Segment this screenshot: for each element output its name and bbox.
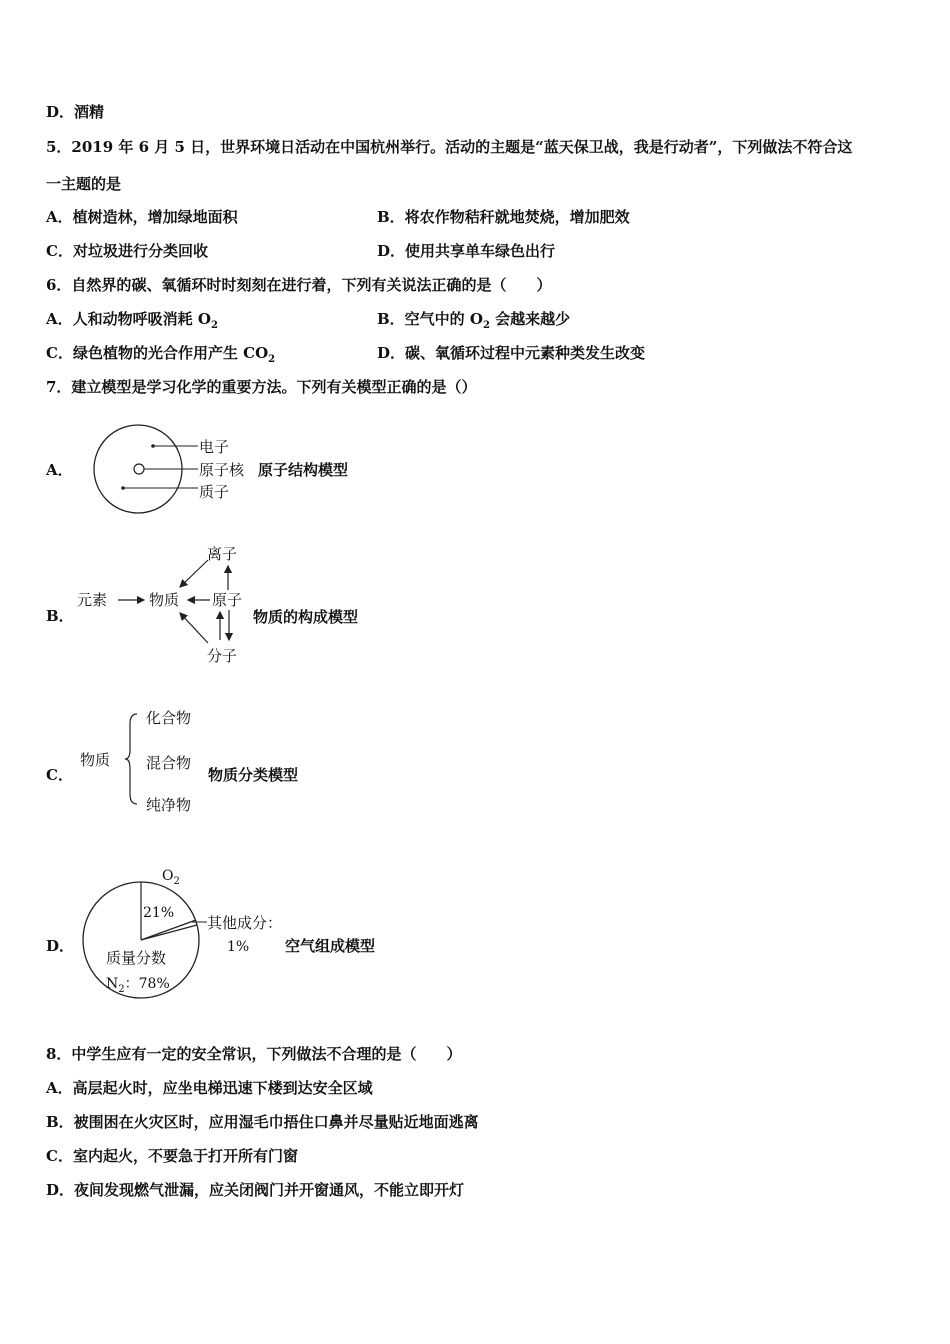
- pie-other-divider-upper: [141, 920, 196, 940]
- q4-option-d: D．酒精: [46, 103, 105, 121]
- q8-option-b: B．被围困在火灾区时，应用湿毛巾捂住口鼻并尽量贴近地面逃离: [46, 1113, 479, 1131]
- q5-stem-line2: 一主题的是: [46, 175, 122, 193]
- q7-option-c-caption: 物质分类模型: [208, 766, 299, 784]
- ion-label: 离子: [207, 545, 238, 563]
- q7-option-a-caption: 原子结构模型: [258, 461, 349, 479]
- substance-label: 物质: [149, 591, 180, 609]
- q5-option-d: D．使用共享单车绿色出行: [377, 242, 556, 260]
- classification-brace: [124, 712, 144, 806]
- element-label: 元素: [77, 591, 108, 609]
- q8-stem: 8．中学生应有一定的安全常识，下列做法不合理的是（ ）: [46, 1045, 462, 1063]
- q7-stem: 7．建立模型是学习化学的重要方法。下列有关模型正确的是（）: [46, 378, 477, 396]
- proton-label: 质子: [199, 483, 230, 501]
- other-percent: 1%: [227, 939, 250, 955]
- mass-fraction-label: 质量分数: [106, 949, 167, 967]
- q6-option-c: C．绿色植物的光合作用产生 $CO_2$: [46, 344, 276, 365]
- q7-option-b-label: B．: [46, 607, 74, 625]
- q7-option-a-label: A．: [46, 461, 73, 479]
- substance-root-label: 物质: [80, 751, 111, 769]
- o2-percent: 21%: [143, 905, 175, 921]
- pure-substance-label: 纯净物: [146, 796, 192, 814]
- q6-option-d: D．碳、氧循环过程中元素种类发生改变: [377, 344, 646, 362]
- nucleus-label: 原子核: [199, 461, 245, 479]
- q5-option-a: A．植树造林，增加绿地面积: [46, 208, 238, 226]
- q7-option-d-label: D．: [46, 937, 75, 955]
- q5-stem-line1: 5．2019 年 6 月 5 日，世界环境日活动在中国杭州举行。活动的主题是“蓝天保卫战，我是行动者”，下列做法不符合这: [46, 138, 853, 156]
- q5-option-b: B．将农作物秸秆就地焚烧，增加肥效: [377, 208, 630, 226]
- q8-option-c: C．室内起火，不要急于打开所有门窗: [46, 1147, 298, 1165]
- q7-option-c-label: C．: [46, 766, 73, 784]
- pie-other-divider-lower: [141, 925, 197, 940]
- n2-label: $N_2$：78%: [106, 976, 170, 995]
- q8-option-a: A．高层起火时，应坐电梯迅速下楼到达安全区域: [46, 1079, 373, 1097]
- other-label: 其他成分：: [207, 914, 283, 932]
- q7-option-b-caption: 物质的构成模型: [253, 608, 359, 626]
- mixture-label: 混合物: [146, 754, 192, 772]
- q6-stem: 6．自然界的碳、氧循环时时刻刻在进行着，下列有关说法正确的是（ ）: [46, 276, 552, 294]
- ion-to-substance-arrow: [180, 560, 208, 587]
- molecule-label: 分子: [207, 647, 238, 665]
- q5-option-c: C．对垃圾进行分类回收: [46, 242, 208, 260]
- o2-label: $O_2$: [162, 868, 180, 887]
- q8-option-d: D．夜间发现燃气泄漏，应关闭阀门并开窗通风，不能立即开灯: [46, 1181, 465, 1199]
- q6-option-b: B．空气中的 $O_2$ 会越来越少: [377, 310, 571, 331]
- electron-label: 电子: [199, 438, 230, 456]
- compound-label: 化合物: [146, 709, 192, 727]
- q6-option-a: A．人和动物呼吸消耗 $O_2$: [46, 310, 218, 331]
- q7-option-d-caption: 空气组成模型: [285, 937, 376, 955]
- molecule-to-substance-arrow: [180, 613, 208, 643]
- atom-label: 原子: [212, 591, 243, 609]
